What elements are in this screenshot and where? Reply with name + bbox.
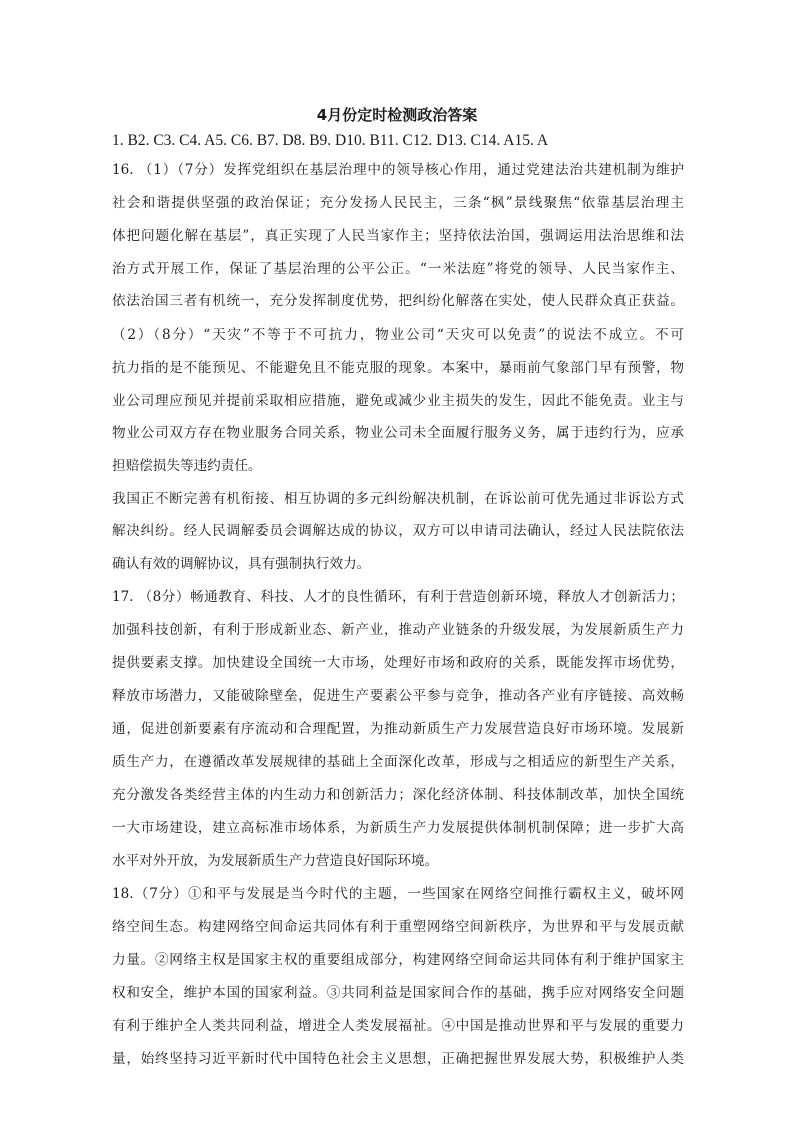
answer-line: 体把问题化解在基层”，真正实现了人民当家作主；坚持依法治国，强调运用法治思维和法 [112, 228, 684, 244]
answer-line: 确认有效的调解协议，具有强制执行效力。 [112, 556, 371, 572]
answer-line: 释放市场潜力，又能破除壁垒，促进生产要素公平参与竞争，推动各产业有序链接、高效畅 [112, 688, 684, 704]
answer-line: 16. （1）（7分）发挥党组织在基层治理中的领导核心作用，通过党建法治共建机制为维护 [112, 162, 684, 178]
multiple-choice-answers: 1. B2. C3. C4. A5. C6. B7. D8. B9. D10. B11. C12. D13. C14. A15. A [112, 132, 549, 149]
answer-line: 物业公司双方存在物业服务合同关系，物业公司未全面履行服务义务，属于违约行为，应承 [112, 425, 684, 441]
answer-line: 解决纠纷。经人民调解委员会调解达成的协议，双方可以申请司法确认，经过人民法院依法 [112, 523, 684, 539]
answer-line: 我国正不断完善有机衔接、相互协调的多元纠纷解决机制，在诉讼前可优先通过非诉讼方式 [112, 491, 684, 507]
answer-line: 抗力指的是不能预见、不能避免且不能克服的现象。本案中，暴雨前气象部门早有预警，物 [112, 360, 684, 376]
answer-line: 依法治国三者有机统一，充分发挥制度优势，把纠纷化解落在实处，使人民群众真正获益。 [112, 293, 684, 309]
answer-line: 力量。②网络主权是国家主权的重要组成部分，构建网络空间命运共同体有利于维护国家主 [112, 952, 684, 968]
answer-line: 络空间生态。构建网络空间命运共同体有利于重塑网络空间新秩序，为世界和平与发展贡献 [112, 919, 684, 935]
answer-line: 业公司理应预见并提前采取相应措施，避免或减少业主损失的发生，因此不能免责。业主与 [112, 393, 684, 409]
answer-line: 一大市场建设，建立高标准市场体系，为新质生产力发展提供体制机制保障；进一步扩大高 [112, 820, 684, 836]
answer-line: 通，促进创新要素有序流动和合理配置，为推动新质生产力发展营造良好市场环境。发展新 [112, 721, 684, 737]
document-title: 4月份定时检测政治答案 [316, 106, 478, 124]
answer-line: 18.（7分）①和平与发展是当今时代的主题，一些国家在网络空间推行霸权主义，破坏网 [112, 886, 684, 902]
answer-line: 17. （8分）畅通教育、科技、人才的良性循环，有利于营造创新环境，释放人才创新活力； [112, 589, 684, 605]
answer-line: 提供要素支撑。加快建设全国统一大市场，处理好市场和政府的关系，既能发挥市场优势， [112, 655, 684, 671]
answer-line: （2）（8分）“天灾”不等于不可抗力，物业公司“天灾可以免责”的说法不成立。不可 [112, 327, 684, 343]
answer-line: 治方式开展工作，保证了基层治理的公平公正。“一米法庭”将党的领导、人民当家作主、 [112, 261, 684, 277]
answer-line: 加强科技创新，有利于形成新业态、新产业，推动产业链条的升级发展，为发展新质生产力 [112, 622, 684, 638]
answer-line: 社会和谐提供坚强的政治保证；充分发扬人民民主，三条“枫”景线聚焦“依靠基层治理主 [112, 195, 684, 211]
answer-line: 权和安全，维护本国的国家利益。③共同利益是国家间合作的基础，携手应对网络安全问题 [112, 985, 684, 1001]
answer-line: 水平对外开放，为发展新质生产力营造良好国际环境。 [112, 853, 439, 869]
answer-line: 充分激发各类经营主体的内生动力和创新活力；深化经济体制、科技体制改革，加快全国统 [112, 787, 684, 803]
answer-line: 量，始终坚持习近平新时代中国特色社会主义思想，正确把握世界发展大势，积极维护人类 [112, 1051, 684, 1067]
answer-line: 有利于维护全人类共同利益，增进全人类发展福祉。④中国是推动世界和平与发展的重要力 [112, 1018, 684, 1034]
answer-line: 担赔偿损失等违约责任。 [112, 458, 262, 474]
answer-line: 质生产力，在遵循改革发展规律的基础上全面深化改革，形成与之相适应的新型生产关系， [112, 754, 684, 770]
